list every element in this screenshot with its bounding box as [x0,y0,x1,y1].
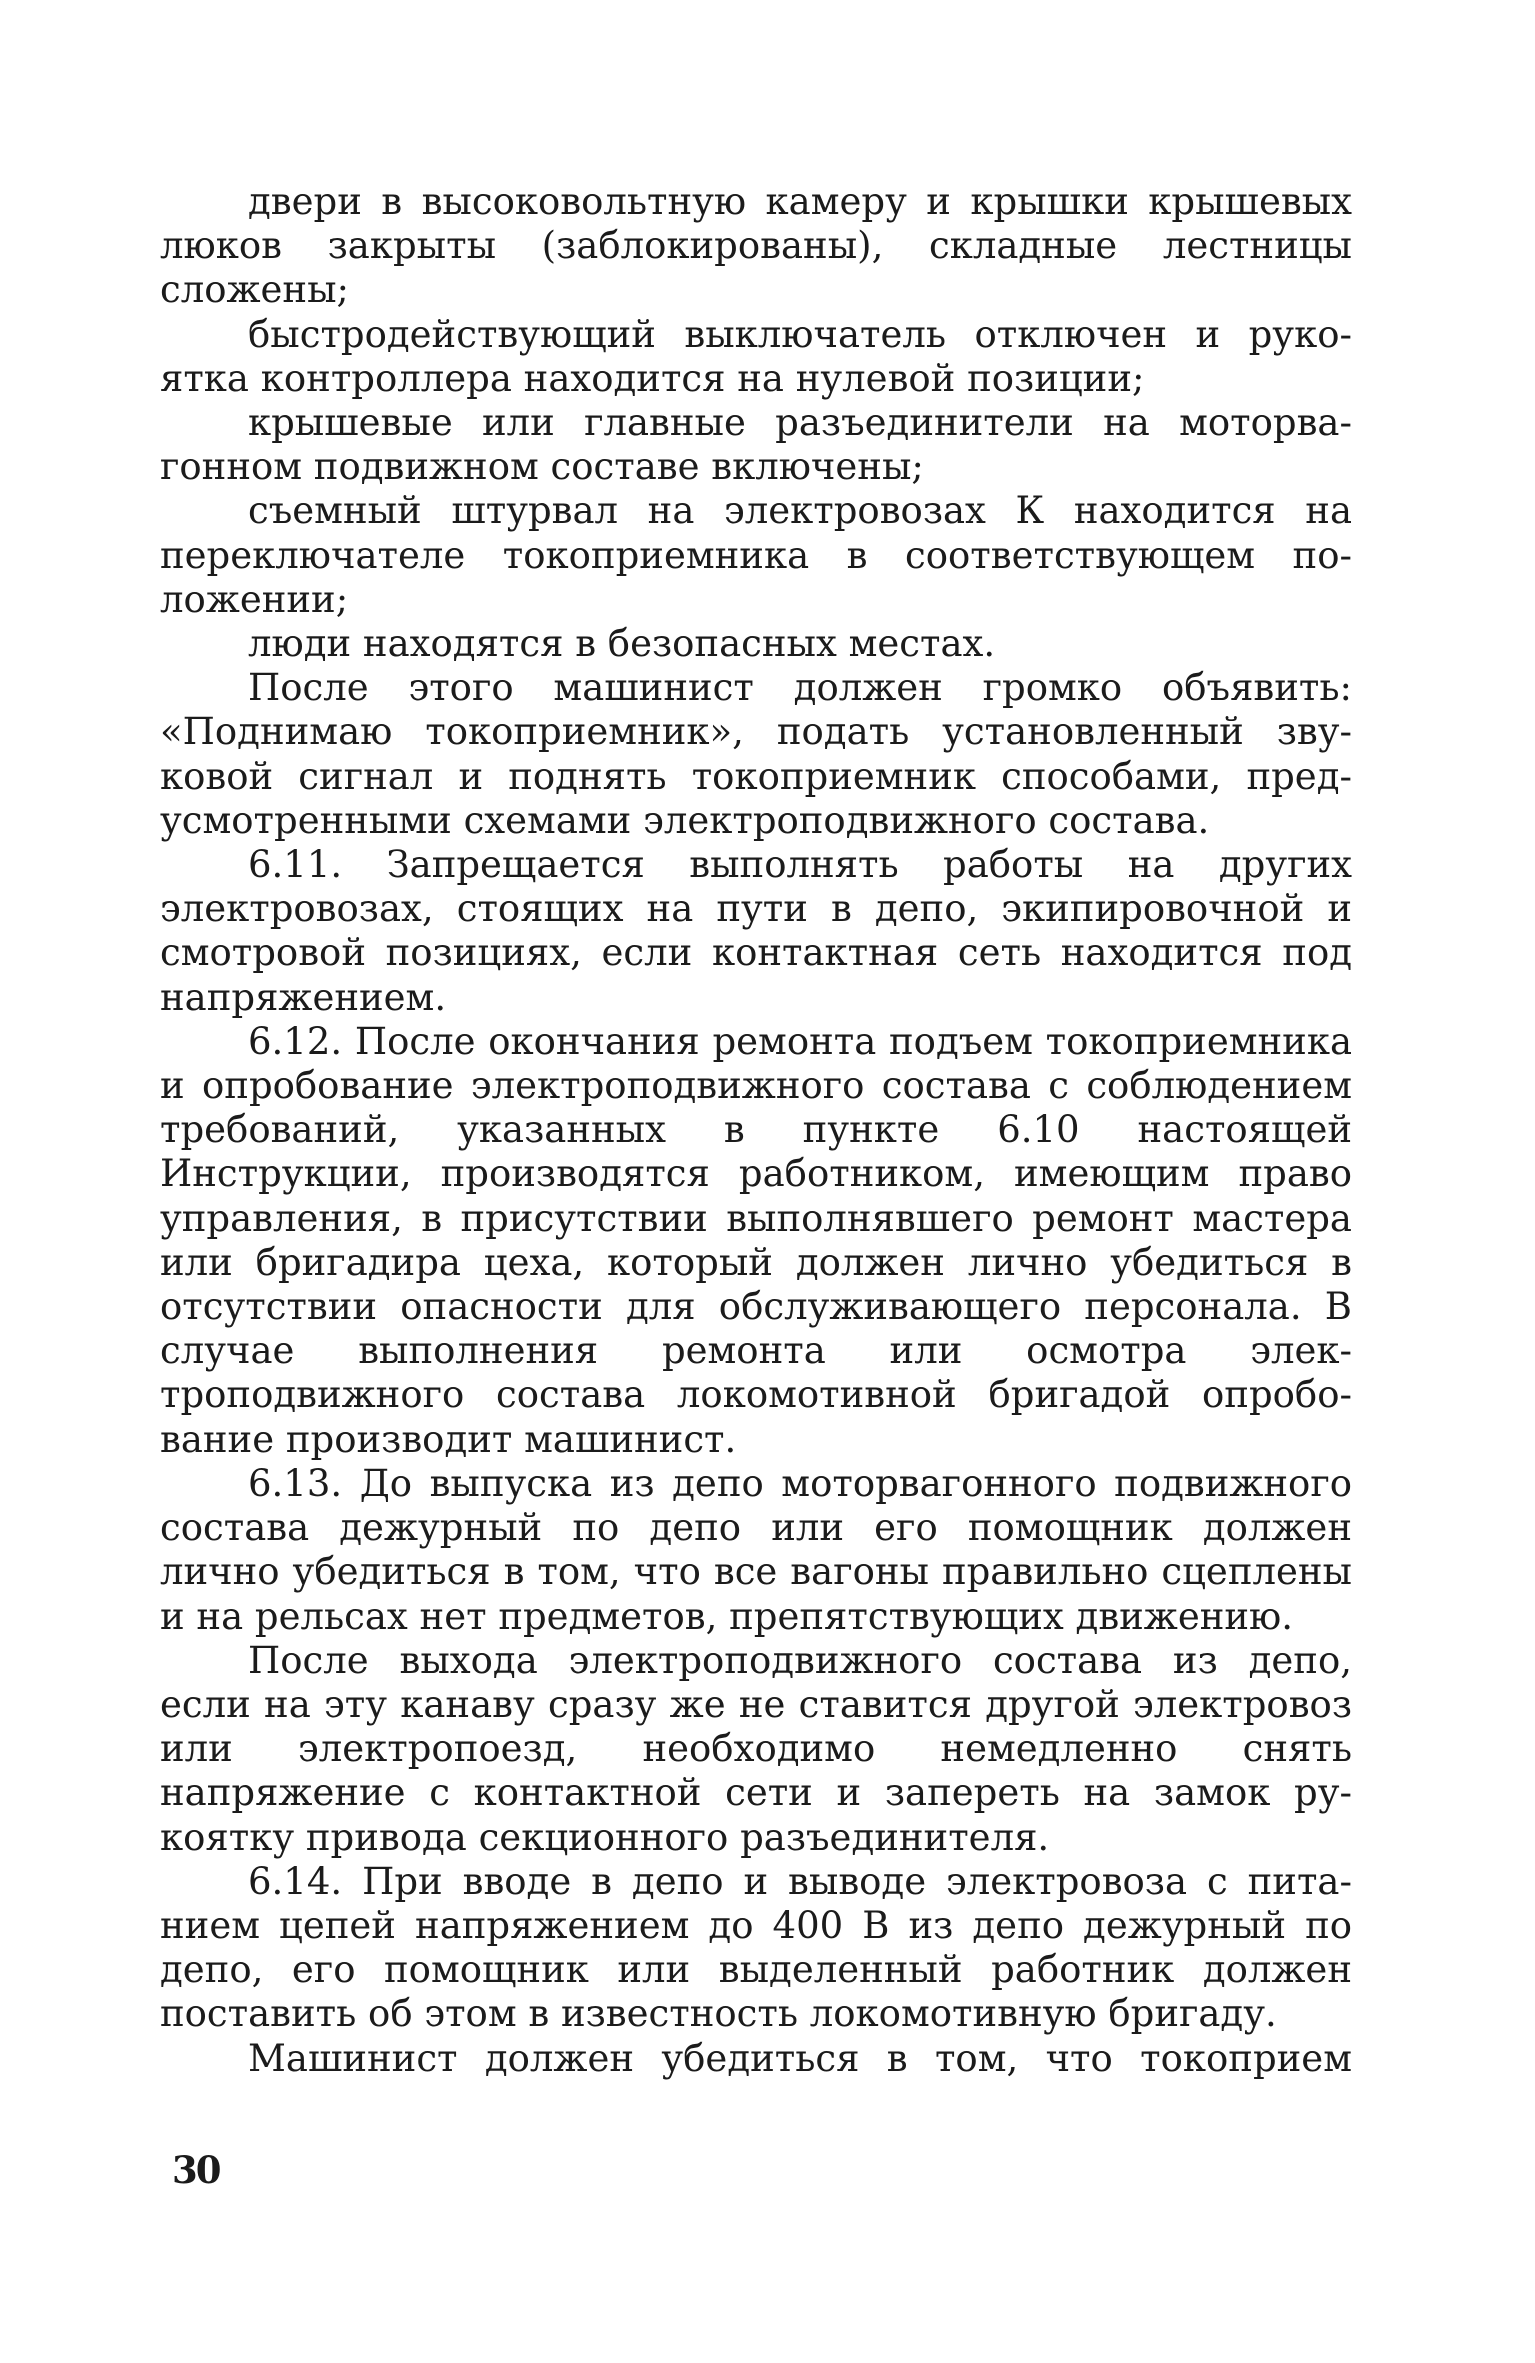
paragraph-disconnectors: крышевые или главные разъединители на моторвагонном подвижном составе включены; [160,401,1352,489]
page-body [160,180,1352,2200]
paragraph-6-13: 6.13. До выпуска из депо моторвагонного подвижного состава дежурный по депо или его помощник должен лично убедиться в том, что все вагоны правильно сцеплены и на рельсах нет предметов, препятствующих движению. [160,1461,1352,1638]
paragraph-announcement: После этого машинист должен громко объявить: «Поднимаю токоприемник», подать установленный звуковой сигнал и поднять токоприемник способами, предусмотренными схемами электроподвижного состава. [160,666,1352,842]
paragraph-6-12: 6.12. После окончания ремонта подъем токоприемника и опробование электроподвижного состава с соблюдением требований, указанных в пункте 6.10 настоящей Инструкции, производятся работником, имеющим право управления, в присутствии выполнявшего ремонт мастера или бригадира цеха, который должен лично убедиться в отсутствии опасности для обслуживающего персонала. В случае выполнения ремонта или осмотра электроподвижного состава локомотивной бригадой опробование производит машинист. [160,1019,1352,1461]
paragraph-doors: двери в высоковольтную камеру и крышки крышевых люков закрыты (заблокированы), складные лестницы сложены; [160,180,1352,312]
page-number: 30 [172,2148,220,2192]
paragraph-people-safe: люди находятся в безопасных местах. [248,622,996,666]
paragraph-breaker: быстродействующий выключатель отключен и рукоятка контроллера находится на нулевой позиции; [160,312,1352,400]
paragraph-steering-wheel: съемный штурвал на электровозах К находится на переключателе токоприемника в соответствующем положении; [160,489,1352,621]
paragraph-after-exit: После выхода электроподвижного состава из депо, если на эту канаву сразу же не ставится другой электровоз или электропоезд, необходимо немедленно снять напряжение с контактной сети и запереть на замок рукоятку привода секционного разъединителя. [160,1638,1352,1859]
paragraph-6-14: 6.14. При вводе в депо и выводе электровоза с питанием цепей напряжением до 400 В из депо дежурный по депо, его помощник или выделенный работник должен поставить об этом в известность локомотивную бригаду. [160,1859,1352,2036]
paragraph-6-11: 6.11. Запрещается выполнять работы на других электровозах, стоящих на пути в депо, экипировочной и смотровой позициях, если контактная сеть находится под напряжением. [160,843,1352,1019]
paragraph-driver-check: Машинист должен убедиться в том, что токоприем [248,2036,1352,2080]
